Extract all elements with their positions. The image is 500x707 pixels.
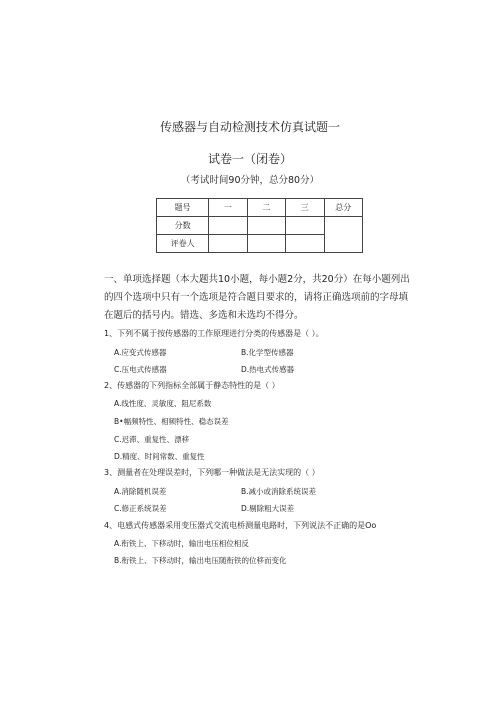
score-table xyxy=(156,198,363,253)
question-1-option-c: C.压电式传感器 xyxy=(114,365,167,374)
question-2-option-b: B•幅频特性、相频特性、稳态误差 xyxy=(114,417,229,426)
score-table-col-3: 三 xyxy=(286,199,324,217)
question-3-stem: 3、测量者在处理误差时，下列哪一种做法是无法实现的（ ） xyxy=(104,468,320,477)
question-2-option-a: A.线性度、灵敏度、阻尼系数 xyxy=(114,399,212,408)
score-cell xyxy=(286,217,324,235)
score-table-header-label: 题号 xyxy=(157,199,209,217)
section-one-instructions: 一、单项选择题（本大题共10小题，每小题2分，共20分）在每小题列出的四个选项中只有一个选项是符合题目要求的，请将正确选项前的字母填在题后的括号内。错选、多选和未选均不得分。 xyxy=(104,274,410,321)
question-2-stem: 2、传感器的下列指标全部属于静态特性的是（ ） xyxy=(104,381,280,390)
grader-cell xyxy=(209,235,247,253)
question-1-stem: 1、下列不属于按传感器的工作原理进行分类的传感器是（ ）。 xyxy=(104,329,324,338)
total-score-cell xyxy=(324,217,363,253)
question-3-option-b: B.减小或消除系统误差 xyxy=(241,487,317,496)
score-cell xyxy=(209,217,247,235)
question-2-option-d: D.精度、时间常数、重复性 xyxy=(114,452,205,461)
score-table-col-1: 一 xyxy=(209,199,247,217)
score-table-total-label: 总分 xyxy=(324,199,363,217)
question-1-option-a: A.应变式传感器 xyxy=(114,348,167,357)
score-cell xyxy=(247,217,285,235)
grader-cell xyxy=(247,235,285,253)
score-table-row-score: 分数 xyxy=(157,217,209,235)
exam-time-note: （考试时间90分钟，总分80分） xyxy=(180,175,320,186)
grader-cell xyxy=(286,235,324,253)
score-table-col-2: 二 xyxy=(247,199,285,217)
exam-title: 传感器与自动检测技术仿真试题一 xyxy=(159,120,340,134)
question-4-option-a: A.衔铁上、下移动时，输出电压相位相反 xyxy=(114,539,249,548)
question-4-option-b: B.衔铁上、下移动时，输出电压随衔铁的位移而变化 xyxy=(114,556,287,565)
question-2-option-c: C.迟滞、重复性、漂移 xyxy=(114,435,190,444)
question-3-option-a: A.消除随机误差 xyxy=(114,487,167,496)
question-1-option-b: B.化学型传感器 xyxy=(241,348,294,357)
question-1-option-d: D.热电式传感器 xyxy=(241,365,295,374)
question-4-stem: 4、电感式传感器采用变压器式交流电桥测量电路时，下列说法不正确的是Oo xyxy=(104,521,377,530)
question-3-option-c: C.修正系统误差 xyxy=(114,504,167,513)
question-3-option-d: D.剔除粗大误差 xyxy=(241,504,295,513)
score-table-row-grader: 评卷人 xyxy=(157,235,209,253)
paper-subtitle: 试卷一（闭卷） xyxy=(207,152,292,166)
